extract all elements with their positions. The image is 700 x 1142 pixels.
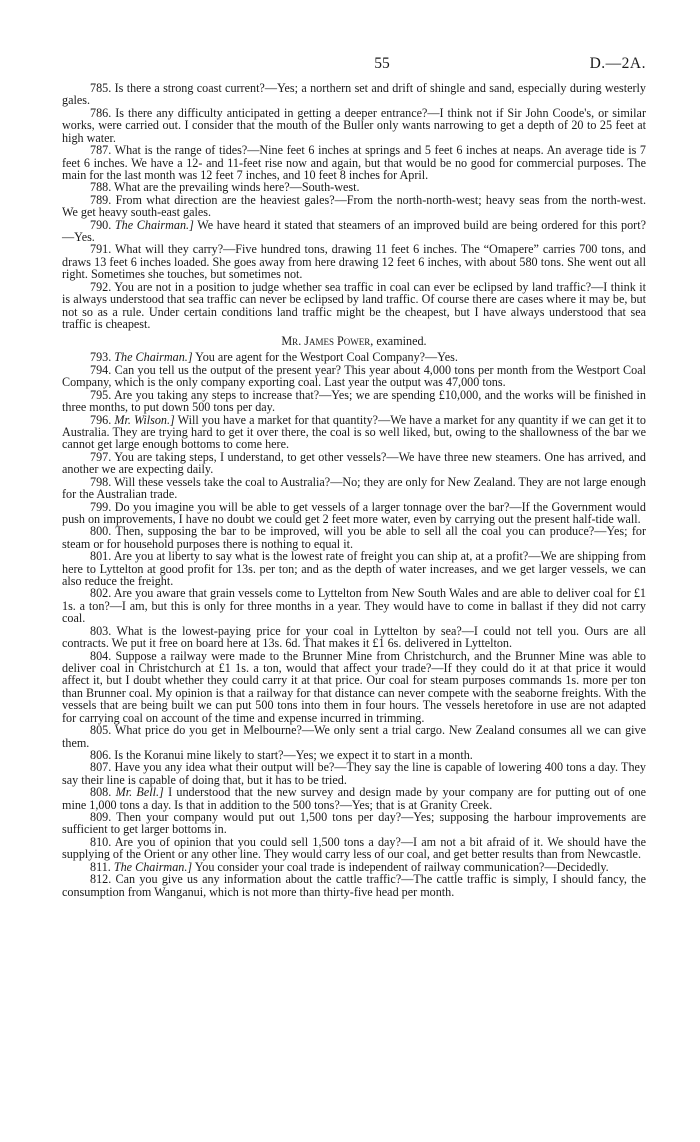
document-reference: D.—2A. <box>589 55 646 72</box>
paragraph-808 <box>62 786 646 811</box>
paragraph-786: 786. Is there any difficulty anticipated in getting a deeper entrance?—I think not if Sir John Coode's, or similar works, were carried out. I consider that the mouth of the Buller only wants narrowing to get a depth of 20 to 25 feet at high water. <box>62 105 646 145</box>
paragraph-805: 805. What price do you get in Melbourne?—We only sent a trial cargo. New Zealand consumes all we can give them. <box>62 723 646 750</box>
paragraph-809: 809. Then your company would put out 1,500 tons per day?—Yes; supposing the harbour improvements are sufficient to get larger bottoms in. <box>62 810 646 837</box>
paragraph-807: 807. Have you any idea what their output will be?—They say the line is capable of lowering 400 tons a day. They say their line is capable of doing that, but it has to be tried. <box>62 760 646 787</box>
question-number: 790. <box>90 217 112 232</box>
speaker: Mr. Wilson.] <box>114 412 175 427</box>
speaker: The Chairman.] <box>114 350 193 365</box>
paragraph-812: 812. Can you give us any information about the cattle traffic?—The cattle traffic is simply, I should fancy, the consumption from Wanganui, which is not more than thirty-five head per month. <box>62 872 646 899</box>
paragraph-797: 797. You are taking steps, I understand, to get other vessels?—We have three new steamers. One has arrived, and another we are expecting daily. <box>62 449 646 477</box>
paragraph-795: 795. Are you taking any steps to increase that?—Yes; we are spending £10,000, and the works will be finished in three months, to put down 500 tons per day. <box>62 387 646 415</box>
speaker: Mr. Bell.] <box>115 785 164 800</box>
paragraph-796 <box>62 414 646 451</box>
paragraph-794: 794. Can you tell us the output of the present year? This year about 4,000 tons per month from the Westport Coal Company, which is the only company exporting coal. Last year the output was 47,000 tons. <box>62 362 646 390</box>
witness-suffix: , examined. <box>370 334 427 349</box>
paragraph-802: 802. Are you aware that grain vessels come to Lyttelton from New South Wales and are able to deliver coal for £1 1s. a ton?—I am, but this is only for three months in a year. They would have to come in ballast if they did not carry coal. <box>62 586 646 626</box>
speaker: The Chairman.] <box>114 217 194 232</box>
paragraph-788: 788. What are the prevailing winds here?—South-west. <box>90 180 360 195</box>
page-header <box>118 55 646 71</box>
paragraph-804: 804. Suppose a railway were made to the Brunner Mine from Christchurch, and the Brunner Mine was able to deliver coal in Christchurch at £1 1s. a ton, would that affect your trade?—If they could do it at that price it would affect it, but I doubt whether they could carry it at that price. Our coal for steam purposes commands 1s. more per ton than Brunner coal. My opinion is that a railway for that distance can never compete with the seaborne freights. With the vessels that are being built we can put 500 tons into them in four hours. The vessels heretofore in use are not adapted for carrying coal on account of the time and expense incurred in trimming. <box>62 648 646 725</box>
paragraph-806: 806. Is the Koranui mine likely to start?—Yes; we expect it to start in a month. <box>90 747 473 762</box>
paragraph-790 <box>62 219 646 244</box>
question-number: 793. <box>90 350 112 365</box>
paragraph-text: Will you have a market for that quantity?—We have a market for any quantity if we can get it to Australia. They are trying hard to get it over there, the coal is so well liked, but, owing to the shallowness of the bar we cannot get large enough bottoms to come here. <box>62 412 646 452</box>
paragraph-801: 801. Are you at liberty to say what is the lowest rate of freight you can ship at, at a profit?—We are shipping from here to Lyttelton at good profit for 13s. per ton; and as the depth of water increases, and we get larger vessels, we can also reduce the freight. <box>62 549 646 589</box>
witness-name: Mr. James Power <box>281 334 371 349</box>
paragraph-810: 810. Are you of opinion that you could sell 1,500 tons a day?—I am not a bit afraid of it. We should have the supplying of the Orient or any other line. They would carry less of our coal, and get better results than from Newcastle. <box>62 834 646 862</box>
paragraph-793 <box>62 351 646 363</box>
page-body <box>62 82 646 898</box>
paragraph-text: We have heard it stated that steamers of an improved build are being ordered for this port?—Yes. <box>62 217 646 245</box>
question-number: 808. <box>90 785 112 800</box>
paragraph-792: 792. You are not in a position to judge whether sea traffic in coal can ever be eclipsed by land traffic?—I think it is always understood that sea traffic can never be eclipsed by land traffic. Of course there are cases where it may be, but not so as a rule. Under certain conditions land traffic might be the cheapest, but I have always understood that sea traffic is cheapest. <box>62 279 646 332</box>
paragraph-text: I understood that the new survey and design made by your company are for putting out of one mine 1,000 tons a day. Is that in addition to the 500 tons?—Yes; that is at Granity Creek. <box>62 785 646 812</box>
question-number: 796. <box>90 412 112 427</box>
question-number: 811. <box>90 859 111 874</box>
paragraph-785: 785. Is there a strong coast current?—Yes; a northern set and drift of shingle and sand, especially during westerly gales. <box>62 81 646 108</box>
paragraph-text: You are agent for the Westport Coal Company?—Yes. <box>195 350 458 365</box>
paragraph-791: 791. What will they carry?—Five hundred tons, drawing 11 feet 6 inches. The “Omapere” carries 700 tons, and draws 13 feet 6 inches loaded. She goes away from here drawing 12 feet 6 inches, with about 580 tons. She went out all right. Sometimes she touches, but sometimes not. <box>62 242 646 282</box>
paragraph-789: 789. From what direction are the heaviest gales?—From the north-north-west; heavy seas from the north-west. We get heavy south-east gales. <box>62 192 646 220</box>
paragraph-787: 787. What is the range of tides?—Nine feet 6 inches at springs and 5 feet 6 inches at neaps. An average tide is 7 feet 6 inches. We have a 12- and 11-feet rise now and again, but that would be no good for commercial purposes. The main for the last month was 12 feet 7 inches, and 10 feet 8 inches for April. <box>62 143 646 182</box>
witness-heading <box>62 334 646 348</box>
paragraph-text: You consider your coal trade is independent of railway communication?—Decidedly. <box>194 859 609 874</box>
paragraph-798: 798. Will these vessels take the coal to Australia?—No; they are only for New Zealand. They are not large enough for the Australian trade. <box>62 474 646 502</box>
paragraph-799: 799. Do you imagine you will be able to get vessels of a larger tonnage over the bar?—If the Government would push on improvements, I have no doubt we could get 2 feet more water, even by carrying out the present half-tide wall. <box>62 499 646 526</box>
speaker: The Chairman.] <box>113 859 193 874</box>
page-number: 55 <box>374 55 390 72</box>
paragraph-803: 803. What is the lowest-paying price for your coal in Lyttelton by sea?—I could not tell you. Ours are all contracts. We put it free on board here at 13s. 6d. That makes it £1 6s. delivered in Lyttelton. <box>62 623 646 651</box>
paragraph-800: 800. Then, supposing the bar to be improved, will you be able to sell all the coal you can produce?—Yes; for steam or for household purposes there is nothing to equal it. <box>62 524 646 551</box>
